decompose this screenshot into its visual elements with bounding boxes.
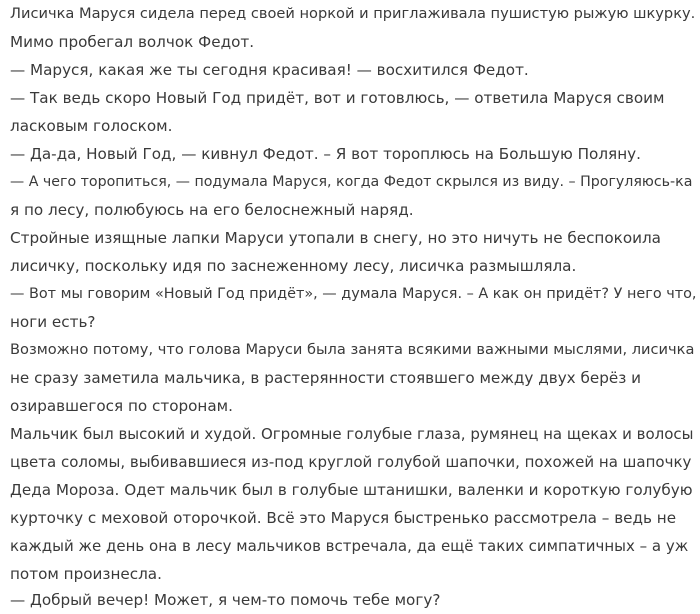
story-line: ноги есть? bbox=[10, 313, 96, 331]
story-line: я по лесу, полюбуюсь на его белоснежный наряд. bbox=[10, 201, 414, 219]
story-line: — Маруся, какая же ты сегодня красивая! — восхитился Федот. bbox=[10, 61, 529, 79]
story-line: потом произнесла. bbox=[10, 565, 162, 583]
story-line: Мальчик был высокий и худой. Огромные голубые глаза, румянец на щеках и волосы bbox=[10, 425, 694, 443]
story-line: лисичку, поскольку идя по заснеженному лесу, лисичка размышляла. bbox=[10, 257, 577, 275]
story-line: — А чего торопиться, — подумала Маруся, когда Федот скрылся из виду. – Прогуляюсь-ка bbox=[10, 174, 693, 190]
story-line: не сразу заметила мальчика, в растерянности стоявшего между двух берёз и bbox=[10, 369, 641, 387]
story-line: Мимо пробегал волчок Федот. bbox=[10, 33, 255, 51]
story-line: курточку с меховой оторочкой. Всё это Маруся быстренько рассмотрела – ведь не bbox=[10, 509, 677, 527]
story-line: — Да-да, Новый Год, — кивнул Федот. – Я вот тороплюсь на Большую Поляну. bbox=[10, 145, 641, 163]
story-line: ласковым голоском. bbox=[10, 117, 173, 135]
story-line: Возможно потому, что голова Маруси была занята всякими важными мыслями, лисичка bbox=[10, 341, 695, 358]
story-line: Лисичка Маруся сидела перед своей норкой и приглаживала пушистую рыжую шкурку. bbox=[10, 5, 696, 22]
story-line: озиравшегося по сторонам. bbox=[10, 397, 233, 415]
story-line: Стройные изящные лапки Маруси утопали в снегу, но это ничуть не беспокоила bbox=[10, 229, 661, 247]
story-line: цвета соломы, выбивавшиеся из-под круглой голубой шапочки, похожей на шапочку bbox=[10, 453, 692, 471]
story-line: — Вот мы говорим «Новый Год придёт», — думала Маруся. – А как он придёт? У него что, bbox=[10, 286, 697, 302]
story-line: Деда Мороза. Одет мальчик был в голубые штанишки, валенки и короткую голубую bbox=[10, 481, 693, 499]
story-line: — Добрый вечер! Может, я чем-то помочь тебе могу? bbox=[10, 591, 441, 609]
story-line: каждый же день она в лесу мальчиков встречала, да ещё таких симпатичных – а уж bbox=[10, 537, 689, 555]
story-line: — Так ведь скоро Новый Год придёт, вот и готовлюсь, — ответила Маруся своим bbox=[10, 89, 665, 107]
